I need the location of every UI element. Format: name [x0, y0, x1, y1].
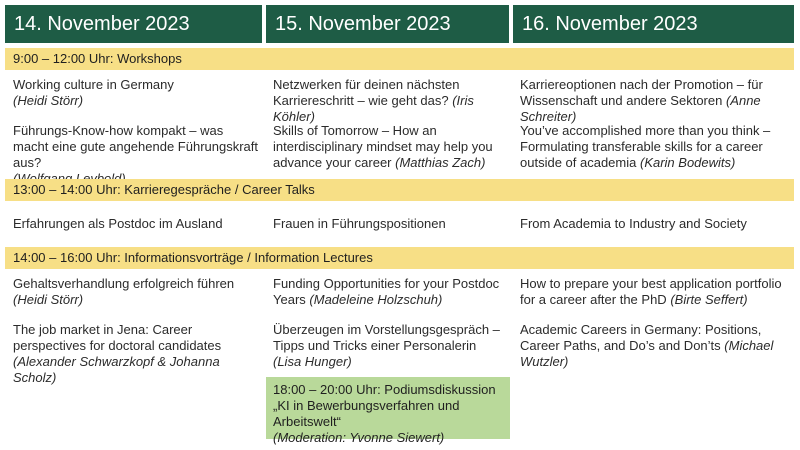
panel-discussion-box — [266, 377, 510, 445]
band-career-talks: 13:00 – 14:00 Uhr: Karrieregespräche / Career Talks — [5, 179, 794, 201]
talk-item: Erfahrungen als Postdoc im Ausland — [13, 216, 223, 231]
speaker: (Heidi Störr) — [13, 292, 84, 307]
workshop-item — [273, 123, 505, 171]
session-title: Funding Opportunities for your Postdoc Years — [273, 276, 500, 307]
session-title: Führungs-Know-how kompakt – was macht eine gute angehende Führungskraft aus? — [13, 123, 259, 170]
band-workshops: 9:00 – 12:00 Uhr: Workshops — [5, 48, 794, 70]
session-title: How to prepare your best application portfolio for a career after the PhD — [520, 276, 782, 307]
session-title: Netzwerken für deinen nächsten Karriereschritt – wie geht das? — [273, 77, 460, 108]
speaker: (Matthias Zach) — [395, 155, 486, 170]
day-header-3: 16. November 2023 — [513, 5, 794, 43]
talk-item: From Academia to Industry and Society — [520, 216, 747, 231]
day-header-1: 14. November 2023 — [5, 5, 262, 43]
session-title: Skills of Tomorrow – How an interdisciplinary mindset may help you advance your career — [273, 123, 493, 170]
talk-item: Frauen in Führungspositionen — [273, 216, 446, 231]
speaker: (Madeleine Holzschuh) — [309, 292, 443, 307]
lecture-item — [520, 322, 790, 370]
day-header-2: 15. November 2023 — [266, 5, 509, 43]
session-title: Überzeugen im Vorstellungsgespräch – Tipps und Tricks einer Personalerin — [273, 322, 500, 353]
session-title: Gehaltsverhandlung erfolgreich führen — [13, 276, 235, 291]
speaker: (Heidi Störr) — [13, 93, 84, 108]
lecture-item — [13, 322, 258, 386]
session-title: Karriereoptionen nach der Promotion – für Wissenschaft und andere Sektoren — [520, 77, 763, 108]
panel-time: 18:00 – 20:00 Uhr: Podiumsdiskussion — [273, 382, 496, 397]
panel-moderation: (Moderation: Yvonne Siewert) — [273, 430, 445, 445]
workshop-item — [273, 77, 505, 125]
speaker: (Lisa Hunger) — [273, 354, 352, 369]
session-title: Working culture in Germany — [13, 77, 174, 92]
workshop-item — [520, 123, 790, 171]
lecture-item — [520, 276, 792, 308]
speaker: (Iris Köhler) — [273, 93, 474, 124]
speaker: (Anne Schreiter) — [520, 93, 761, 124]
band-lectures: 14:00 – 16:00 Uhr: Informationsvorträge / Information Lectures — [5, 247, 794, 269]
speaker: (Michael Wutzler) — [520, 338, 774, 369]
session-title: The job market in Jena: Career perspectives for doctoral candidates — [13, 322, 222, 353]
workshop-item — [13, 123, 258, 187]
speaker: (Karin Bodewits) — [639, 155, 736, 170]
lecture-item — [13, 276, 258, 308]
session-title: You’ve accomplished more than you think – Formulating transferable skills for a career outside of academia — [520, 123, 771, 170]
speaker: (Alexander Schwarzkopf & Johanna Scholz) — [13, 354, 220, 385]
lecture-item — [273, 276, 505, 308]
lecture-item — [273, 322, 505, 370]
workshop-item — [520, 77, 790, 125]
speaker: (Birte Seffert) — [670, 292, 748, 307]
panel-title: „KI in Bewerbungsverfahren und Arbeitswelt“ — [273, 398, 460, 429]
session-title: Academic Careers in Germany: Positions, Career Paths, and Do’s and Don’ts — [520, 322, 762, 353]
workshop-item — [13, 77, 258, 109]
